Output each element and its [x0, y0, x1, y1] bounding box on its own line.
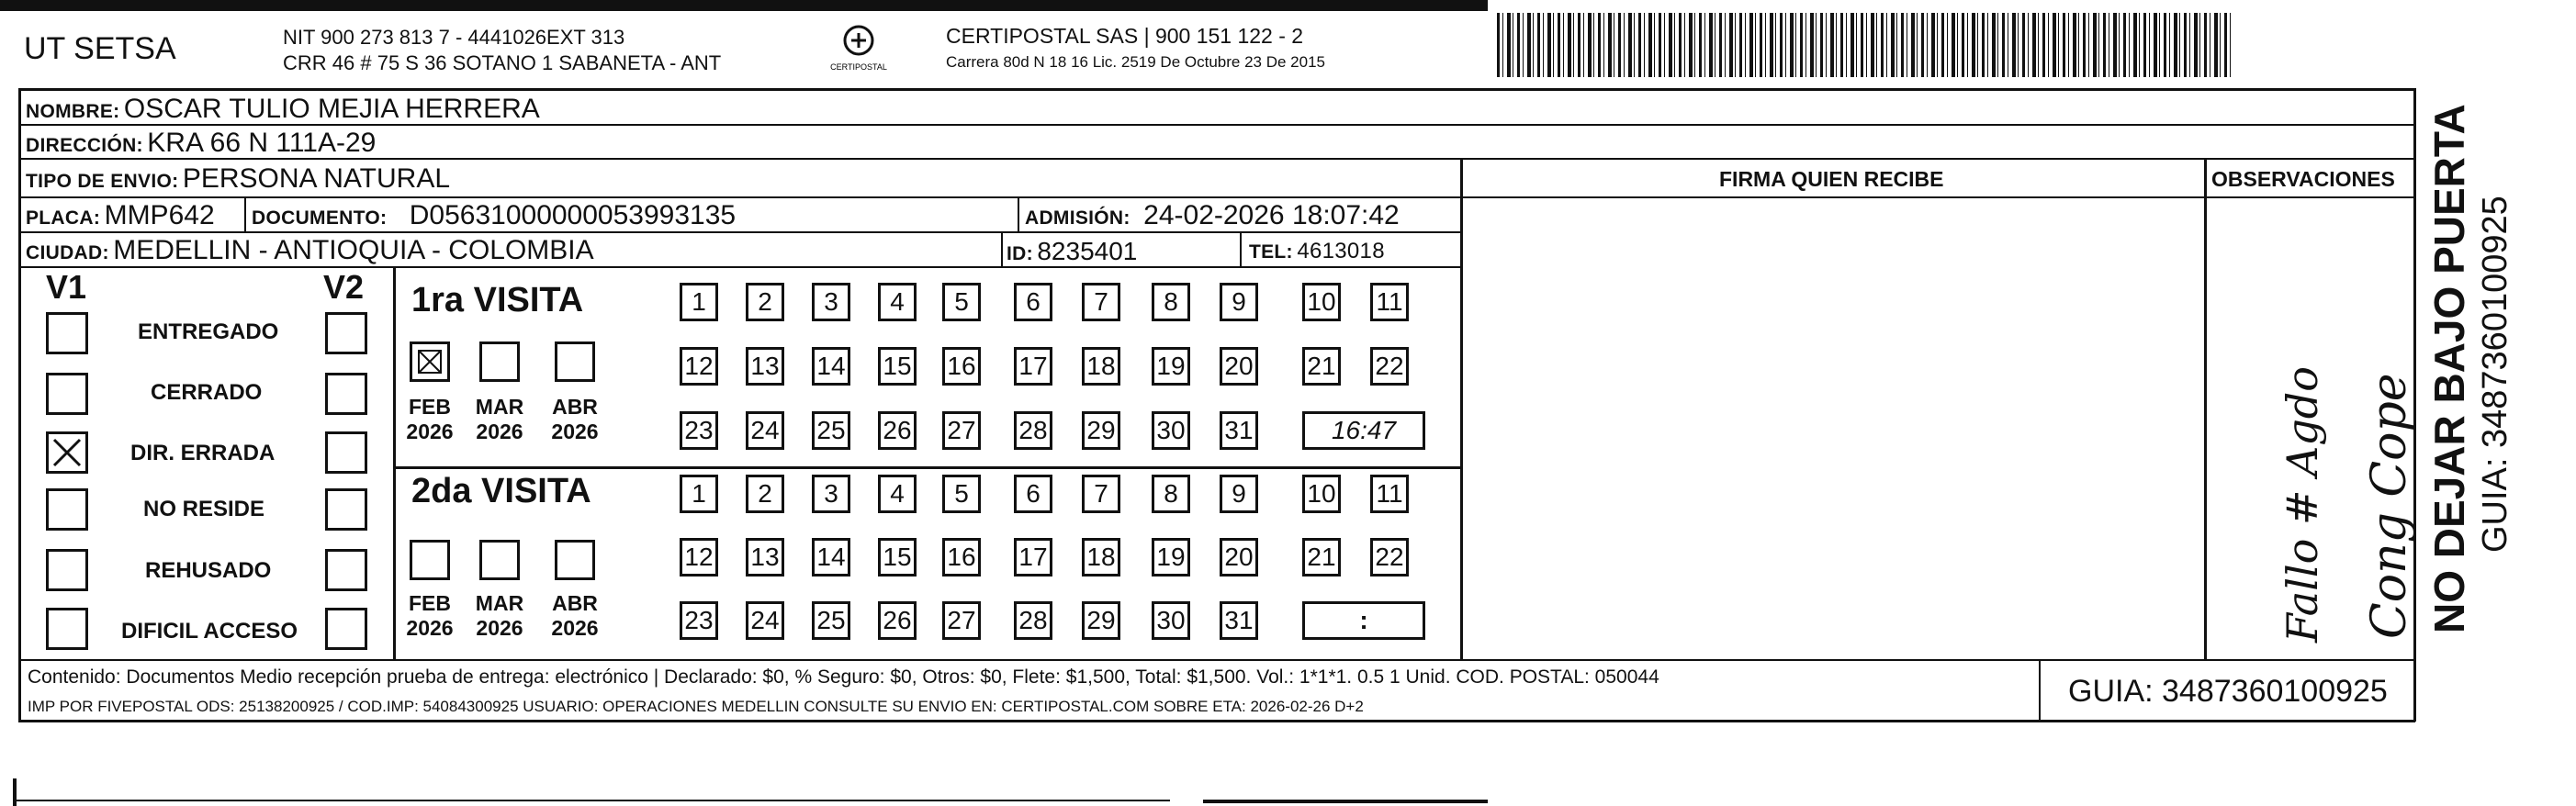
second-visit-title: 2da VISITA — [411, 472, 591, 510]
second-visit-day-16[interactable]: 16 — [942, 538, 981, 577]
first-visit-day-22[interactable]: 22 — [1370, 347, 1409, 386]
first-visit-day-29[interactable]: 29 — [1082, 411, 1120, 450]
first-visit-day-10[interactable]: 10 — [1302, 283, 1341, 321]
second-visit-day-11[interactable]: 11 — [1370, 475, 1409, 513]
first-visit-day-14[interactable]: 14 — [812, 347, 850, 386]
first-visit-day-31[interactable]: 31 — [1220, 411, 1258, 450]
observaciones-header: OBSERVACIONES — [2211, 167, 2395, 191]
admision-value: 24-02-2026 18:07:42 — [1143, 200, 1400, 230]
company-nit: NIT 900 273 813 7 - 4441026EXT 313 — [283, 26, 625, 49]
direccion-value: KRA 66 N 111A-29 — [147, 128, 377, 158]
v2-header: V2 — [323, 268, 365, 306]
first-visit-day-5[interactable]: 5 — [942, 283, 981, 321]
tel-value: 4613018 — [1297, 239, 1385, 263]
placa-row — [26, 200, 215, 231]
first-visit-day-27[interactable]: 27 — [942, 411, 981, 450]
first-visit-day-30[interactable]: 30 — [1152, 411, 1190, 450]
v1-no-reside-checkbox[interactable] — [46, 488, 88, 531]
second-visit-feb-checkbox[interactable] — [410, 540, 450, 580]
status-cerrado: CERRADO — [151, 380, 263, 405]
v2-rehusado-checkbox[interactable] — [325, 549, 367, 591]
first-visit-mar-checkbox[interactable] — [479, 341, 520, 382]
certipostal-logo-icon — [827, 24, 891, 75]
v1-dificil-acceso-checkbox[interactable] — [46, 608, 88, 650]
placa-value: MMP642 — [104, 200, 215, 230]
first-visit-day-2[interactable]: 2 — [746, 283, 784, 321]
second-visit-abr-checkbox[interactable] — [555, 540, 595, 580]
second-visit-day-26[interactable]: 26 — [878, 601, 917, 640]
second-visit-day-10[interactable]: 10 — [1302, 475, 1341, 513]
first-visit-time[interactable]: 16:47 — [1302, 411, 1425, 450]
admision-label: ADMISIÓN: — [1025, 207, 1131, 229]
second-visit-day-3[interactable]: 3 — [812, 475, 850, 513]
second-visit-day-4[interactable]: 4 — [878, 475, 917, 513]
tipo-value: PERSONA NATURAL — [182, 163, 451, 194]
certipostal-line2: Carrera 80d N 18 16 Lic. 2519 De Octubre 23 De 2015 — [946, 53, 1325, 71]
id-row — [1007, 237, 1137, 266]
second-visit-mar-checkbox[interactable] — [479, 540, 520, 580]
second-visit-day-9[interactable]: 9 — [1220, 475, 1258, 513]
second-visit-day-12[interactable]: 12 — [680, 538, 718, 577]
second-visit-day-6[interactable]: 6 — [1014, 475, 1052, 513]
second-visit-day-15[interactable]: 15 — [878, 538, 917, 577]
second-visit-day-7[interactable]: 7 — [1082, 475, 1120, 513]
id-label: ID: — [1007, 243, 1033, 264]
first-visit-abr-checkbox[interactable] — [555, 341, 595, 382]
frame-top — [18, 88, 2415, 91]
first-visit-day-24[interactable]: 24 — [746, 411, 784, 450]
second-visit-day-8[interactable]: 8 — [1152, 475, 1190, 513]
first-visit-day-25[interactable]: 25 — [812, 411, 850, 450]
frame-left — [18, 88, 21, 722]
status-dir-errada: DIR. ERRADA — [130, 441, 276, 465]
handwritten-note-1: Fallo # Agdo — [2278, 366, 2327, 643]
first-visit-day-18[interactable]: 18 — [1082, 347, 1120, 386]
tipo-label: TIPO DE ENVIO: — [26, 171, 179, 192]
first-visit-feb-checkbox[interactable] — [410, 341, 450, 382]
second-visit-day-5[interactable]: 5 — [942, 475, 981, 513]
first-visit-day-9[interactable]: 9 — [1220, 283, 1258, 321]
v2-no-reside-checkbox[interactable] — [325, 488, 367, 531]
second-visit-day-2[interactable]: 2 — [746, 475, 784, 513]
second-visit-day-1[interactable]: 1 — [680, 475, 718, 513]
footer-guia: GUIA: 3487360100925 — [2068, 674, 2388, 709]
direccion-row — [26, 128, 376, 159]
nombre-value: OSCAR TULIO MEJIA HERRERA — [123, 94, 540, 124]
first-visit-day-11[interactable]: 11 — [1370, 283, 1409, 321]
first-visit-day-1[interactable]: 1 — [680, 283, 718, 321]
v2-dificil-acceso-checkbox[interactable] — [325, 608, 367, 650]
status-no-reside: NO RESIDE — [143, 497, 265, 521]
documento-value: D05631000000053993135 — [409, 200, 737, 230]
tel-label: TEL: — [1249, 241, 1293, 263]
second-month-feb: FEB 2026 — [406, 591, 454, 640]
footer-imp: IMP POR FIVEPOSTAL ODS: 25138200925 / COD.IMP: 54084300925 USUARIO: OPERACIONES MEDELLIN CONSULTE SU ENVIO EN: CERTIPOSTAL.COM SOBRE ETA: 2026-02-26 D+2 — [28, 698, 1364, 715]
first-visit-day-16[interactable]: 16 — [942, 347, 981, 386]
nombre-label: NOMBRE: — [26, 101, 120, 122]
ciudad-row — [26, 235, 594, 266]
tipo-row — [26, 163, 450, 195]
first-visit-day-15[interactable]: 15 — [878, 347, 917, 386]
second-visit-day-31[interactable]: 31 — [1220, 601, 1258, 640]
second-visit-day-18[interactable]: 18 — [1082, 538, 1120, 577]
v1-rehusado-checkbox[interactable] — [46, 549, 88, 591]
second-visit-day-29[interactable]: 29 — [1082, 601, 1120, 640]
second-visit-day-22[interactable]: 22 — [1370, 538, 1409, 577]
first-visit-title: 1ra VISITA — [411, 281, 584, 319]
v1-entregado-checkbox[interactable] — [46, 312, 88, 354]
second-visit-day-24[interactable]: 24 — [746, 601, 784, 640]
first-visit-day-26[interactable]: 26 — [878, 411, 917, 450]
first-visit-day-23[interactable]: 23 — [680, 411, 718, 450]
no-dejar-bajo-puerta: NO DEJAR BAJO PUERTA — [2425, 104, 2473, 633]
second-visit-day-28[interactable]: 28 — [1014, 601, 1052, 640]
first-visit-day-28[interactable]: 28 — [1014, 411, 1052, 450]
first-visit-day-6[interactable]: 6 — [1014, 283, 1052, 321]
v2-entregado-checkbox[interactable] — [325, 312, 367, 354]
first-visit-day-12[interactable]: 12 — [680, 347, 718, 386]
v1-cerrado-checkbox[interactable] — [46, 373, 88, 415]
first-month-mar: MAR 2026 — [475, 395, 524, 443]
second-visit-day-13[interactable]: 13 — [746, 538, 784, 577]
top-border — [0, 0, 1488, 11]
svg-text:CERTIPOSTAL: CERTIPOSTAL — [830, 62, 887, 72]
first-visit-day-3[interactable]: 3 — [812, 283, 850, 321]
frame-bottom — [18, 720, 2415, 722]
placa-label: PLACA: — [26, 207, 101, 229]
tel-row — [1249, 239, 1385, 264]
first-visit-day-8[interactable]: 8 — [1152, 283, 1190, 321]
ciudad-value: MEDELLIN - ANTIOQUIA - COLOMBIA — [113, 235, 594, 265]
second-visit-day-30[interactable]: 30 — [1152, 601, 1190, 640]
second-visit-day-19[interactable]: 19 — [1152, 538, 1190, 577]
direccion-label: DIRECCIÓN: — [26, 135, 143, 156]
status-rehusado: REHUSADO — [145, 558, 272, 583]
first-visit-day-4[interactable]: 4 — [878, 283, 917, 321]
status-dificil-acceso: DIFICIL ACCESO — [121, 619, 298, 644]
second-visit-day-23[interactable]: 23 — [680, 601, 718, 640]
check-x-icon — [49, 434, 85, 471]
first-month-feb: FEB 2026 — [406, 395, 454, 443]
id-value: 8235401 — [1037, 237, 1138, 265]
ciudad-label: CIUDAD: — [26, 242, 109, 263]
documento-row — [252, 200, 736, 231]
second-visit-day-25[interactable]: 25 — [812, 601, 850, 640]
v1-dir-errada-checkbox[interactable] — [46, 431, 88, 474]
nombre-row — [26, 94, 540, 125]
first-visit-day-7[interactable]: 7 — [1082, 283, 1120, 321]
company-address: CRR 46 # 75 S 36 SOTANO 1 SABANETA - ANT — [283, 51, 722, 74]
firma-header: FIRMA QUIEN RECIBE — [1719, 167, 1944, 191]
second-visit-day-17[interactable]: 17 — [1014, 538, 1052, 577]
v2-cerrado-checkbox[interactable] — [325, 373, 367, 415]
side-guia: GUIA: 3487360100925 — [2476, 196, 2514, 553]
company-name: UT SETSA — [24, 31, 176, 66]
status-entregado: ENTREGADO — [138, 319, 279, 344]
first-visit-day-19[interactable]: 19 — [1152, 347, 1190, 386]
v1-header: V1 — [46, 268, 87, 306]
first-visit-day-13[interactable]: 13 — [746, 347, 784, 386]
second-visit-time[interactable]: : — [1302, 601, 1425, 640]
first-visit-day-17[interactable]: 17 — [1014, 347, 1052, 386]
second-visit-day-20[interactable]: 20 — [1220, 538, 1258, 577]
second-month-mar: MAR 2026 — [475, 591, 524, 640]
second-visit-day-21[interactable]: 21 — [1302, 538, 1341, 577]
first-visit-day-21[interactable]: 21 — [1302, 347, 1341, 386]
second-month-abr: ABR 2026 — [551, 591, 599, 640]
second-visit-day-27[interactable]: 27 — [942, 601, 981, 640]
handwritten-note-2: Cong Cope — [2362, 373, 2417, 639]
certipostal-line1: CERTIPOSTAL SAS | 900 151 122 - 2 — [946, 24, 1304, 48]
footer-contenido: Contenido: Documentos Medio recepción prueba de entrega: electrónico | Declarado: $0, % Seguro: $0, Otros: $0, Flete: $1,500, Total: $1,500. Vol.: 1*1*1. 0.5 1 Unid. COD. POSTAL: 050044 — [28, 666, 1659, 688]
v2-dir-errada-checkbox[interactable] — [325, 431, 367, 474]
check-x-icon — [412, 344, 447, 379]
first-visit-day-20[interactable]: 20 — [1220, 347, 1258, 386]
first-month-abr: ABR 2026 — [551, 395, 599, 443]
documento-label: DOCUMENTO: — [252, 207, 388, 229]
second-visit-day-14[interactable]: 14 — [812, 538, 850, 577]
admision-row — [1025, 200, 1400, 231]
barcode — [1497, 13, 2232, 77]
